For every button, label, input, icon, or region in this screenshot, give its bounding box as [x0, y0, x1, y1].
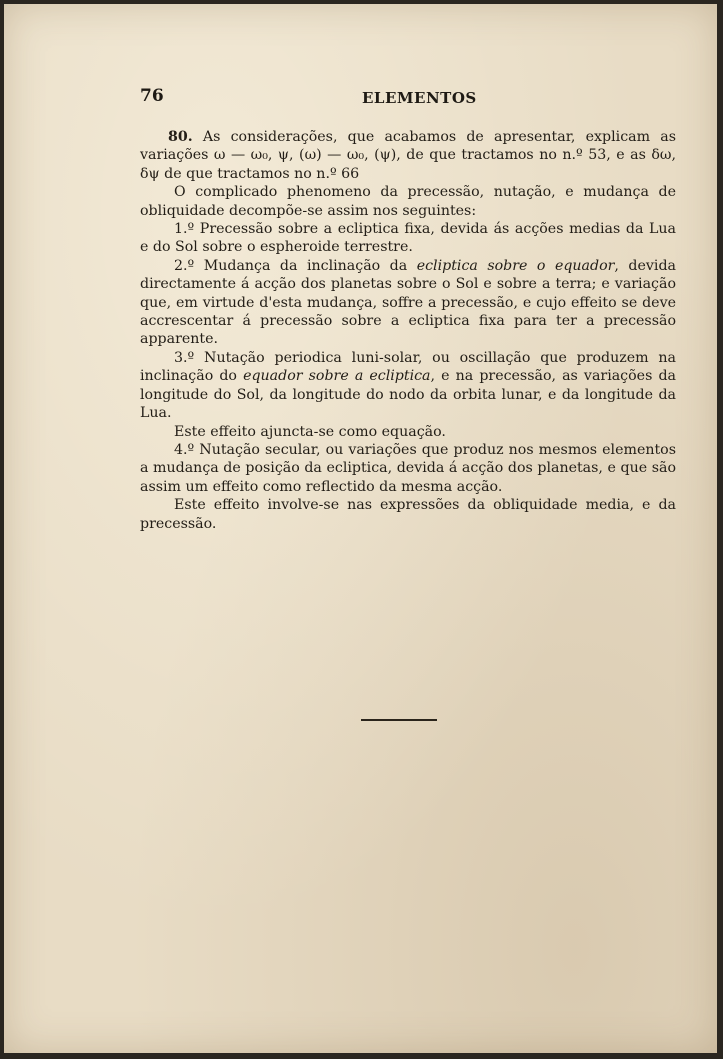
page-header — [140, 86, 676, 112]
list-item-4 — [140, 441, 676, 496]
item-number: 1.º — [174, 221, 195, 238]
page-number: 76 — [140, 86, 164, 106]
item-italic: ecliptica sobre o equador — [416, 257, 615, 274]
paragraph-closing — [140, 496, 676, 533]
paragraph-text: O complicado phenomeno da precessão, nutação, e mudança de obliquidade decompõe-se assim nos seguintes: — [140, 184, 676, 219]
paragraph-80 — [140, 128, 676, 183]
section-end-rule — [361, 719, 437, 721]
paragraph-number: 80. — [168, 129, 193, 145]
item-text: Precessão sobre a ecliptica fixa, devida ás acções medias da Lua e do Sol sobre o espheroide terrestre. — [140, 221, 676, 256]
item-number: 2.º — [174, 257, 195, 274]
body-text — [140, 128, 676, 533]
item-text: , e na precessão, as variações da longitude do Sol, da longitude do nodo da orbita lunar, e da longitude da Lua. — [140, 368, 676, 422]
item-text: Nutação secular, ou variações que produz nos mesmos elementos a mudança de posição da ecliptica, devida á acção dos planetas, e que são assim um effeito como reflectido da mesma acção. — [140, 441, 676, 495]
item-text: Nutação periodica luni-solar, ou oscillação que produzem na inclinação do — [140, 349, 676, 385]
item-number: 4.º — [174, 441, 195, 458]
book-page — [4, 4, 717, 1053]
item-italic: equador sobre a ecliptica — [243, 368, 431, 385]
paragraph-text: Este effeito involve-se nas expressões da obliquidade media, e da precessão. — [140, 497, 676, 532]
list-item-3 — [140, 349, 676, 423]
paragraph-text: As considerações, que acabamos de apresentar, explicam as variações ω — ω₀, ψ, (ω) — ω₀, (ψ), de que tractamos no n.º 53, e as δω, δψ de que tractamos no n.º 66 — [140, 129, 676, 182]
item-text: Mudança da inclinação da — [194, 257, 417, 274]
running-title: ELEMENTOS — [362, 89, 477, 107]
item-number: 3.º — [174, 349, 195, 366]
paragraph-text: Este effeito ajuncta-se como equação. — [174, 423, 446, 440]
paragraph-equation-note — [140, 423, 676, 441]
list-item-1 — [140, 220, 676, 257]
list-item-2 — [140, 257, 676, 349]
paragraph-intro — [140, 183, 676, 220]
item-text: , devida directamente á acção dos planetas sobre o Sol e sobre a terra; e variação que, em virtude d'esta mudança, soffre a precessão, e cujo effeito se deve accrescentar á precessão sobre a ecliptica fixa para ter a precessão apparente. — [140, 257, 676, 348]
